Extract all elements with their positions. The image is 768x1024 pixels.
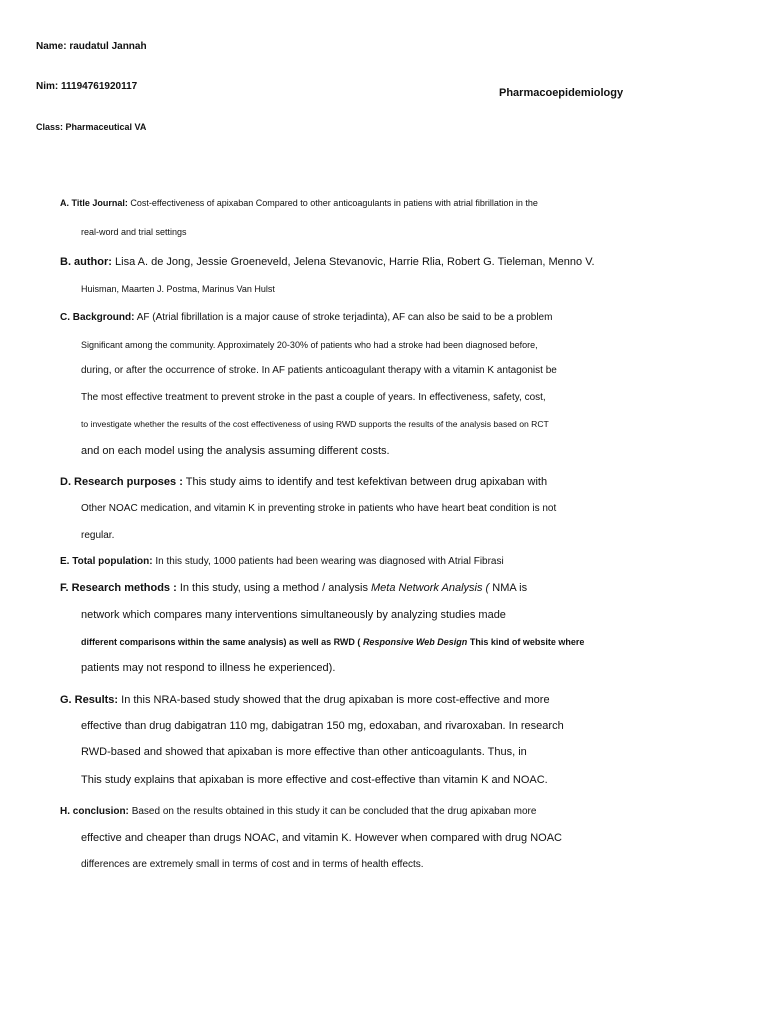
section-f-continuation-3: patients may not respond to illness he experienced). — [81, 662, 336, 674]
section-h-label: H. conclusion: — [60, 806, 129, 817]
section-g-results — [60, 694, 550, 706]
section-c-continuation-5: and on each model using the analysis assuming different costs. — [81, 445, 390, 457]
section-a-text: Cost-effectiveness of apixaban Compared to other anticoagulants in patiens with atrial fibrillation in the — [130, 198, 538, 208]
section-e-text: In this study, 1000 patients had been wearing was diagnosed with Atrial Fibrasi — [155, 556, 504, 567]
student-name: Name: raudatul Jannah — [36, 41, 147, 52]
section-c-continuation-2: during, or after the occurrence of stroke. In AF patients anticoagulant therapy with a vitamin K antagonist be — [81, 365, 557, 376]
section-d-continuation-1: Other NOAC medication, and vitamin K in preventing stroke in patients who have heart beat condition is not — [81, 503, 557, 514]
section-g-text: In this NRA-based study showed that the drug apixaban is more cost-effective and more — [121, 694, 550, 706]
section-f-research-methods — [60, 582, 527, 594]
section-b-text: Lisa A. de Jong, Jessie Groeneveld, Jelena Stevanovic, Harrie Rlia, Robert G. Tieleman, Menno V. — [115, 256, 595, 268]
section-f-label: F. Research methods : — [60, 582, 177, 594]
section-d-label: D. Research purposes : — [60, 476, 183, 488]
section-f-cont2-italic: Responsive Web Design — [362, 637, 468, 647]
section-d-text: This study aims to identify and test kefektivan between drug apixaban with — [185, 476, 548, 488]
section-c-background — [60, 312, 552, 323]
section-f-cont2-pre: different comparisons within the same analysis) as well as RWD ( — [81, 637, 361, 647]
section-g-continuation-2: RWD-based and showed that apixaban is more effective than other anticoagulants. Thus, in — [81, 746, 527, 758]
section-b-author — [60, 256, 595, 268]
course-title: Pharmacoepidemiology — [499, 87, 624, 99]
section-f-text-italic: Meta Network Analysis ( — [371, 582, 490, 594]
section-a-title-journal — [60, 198, 538, 208]
section-h-continuation-2: differences are extremely small in terms of cost and in terms of health effects. — [81, 859, 424, 870]
student-class: Class: Pharmaceutical VA — [36, 122, 147, 132]
section-e-total-population — [60, 556, 504, 567]
section-b-continuation: Huisman, Maarten J. Postma, Marinus Van Hulst — [81, 284, 275, 294]
section-g-continuation-3: This study explains that apixaban is more effective and cost-effective than vitamin K and NOAC. — [81, 774, 548, 786]
section-d-continuation-2: regular. — [81, 530, 115, 541]
section-f-continuation-2 — [81, 637, 584, 647]
section-f-text-pre: In this study, using a method / analysis — [179, 582, 368, 594]
section-h-text: Based on the results obtained in this study it can be concluded that the drug apixaban more — [131, 806, 537, 817]
section-c-label: C. Background: — [60, 312, 135, 323]
section-b-label: B. author: — [60, 256, 112, 268]
student-nim: Nim: 11194761920117 — [36, 81, 138, 92]
section-e-label: E. Total population: — [60, 556, 153, 567]
section-h-continuation-1: effective and cheaper than drugs NOAC, and vitamin K. However when compared with drug NOAC — [81, 832, 562, 844]
section-f-cont2-post: This kind of website where — [469, 637, 585, 647]
section-a-label: A. Title Journal: — [60, 198, 128, 208]
section-f-continuation-1: network which compares many interventions simultaneously by analyzing studies made — [81, 609, 506, 621]
section-d-research-purposes — [60, 476, 547, 488]
section-c-continuation-4: to investigate whether the results of the cost effectiveness of using RWD supports the results of the analysis based on RCT — [81, 419, 549, 429]
section-g-continuation-1: effective than drug dabigatran 110 mg, dabigatran 150 mg, edoxaban, and rivaroxaban. In research — [81, 720, 564, 732]
section-c-continuation-1: Significant among the community. Approximately 20-30% of patients who had a stroke had been diagnosed before, — [81, 340, 538, 350]
section-g-label: G. Results: — [60, 694, 119, 706]
section-c-continuation-3: The most effective treatment to prevent stroke in the past a couple of years. In effectiveness, safety, cost, — [81, 392, 546, 403]
section-f-text-post: NMA is — [492, 582, 528, 594]
section-h-conclusion — [60, 806, 536, 817]
section-a-continuation: real-word and trial settings — [81, 227, 187, 237]
section-c-text: AF (Atrial fibrillation is a major cause of stroke terjadinta), AF can also be said to be a problem — [136, 312, 553, 323]
